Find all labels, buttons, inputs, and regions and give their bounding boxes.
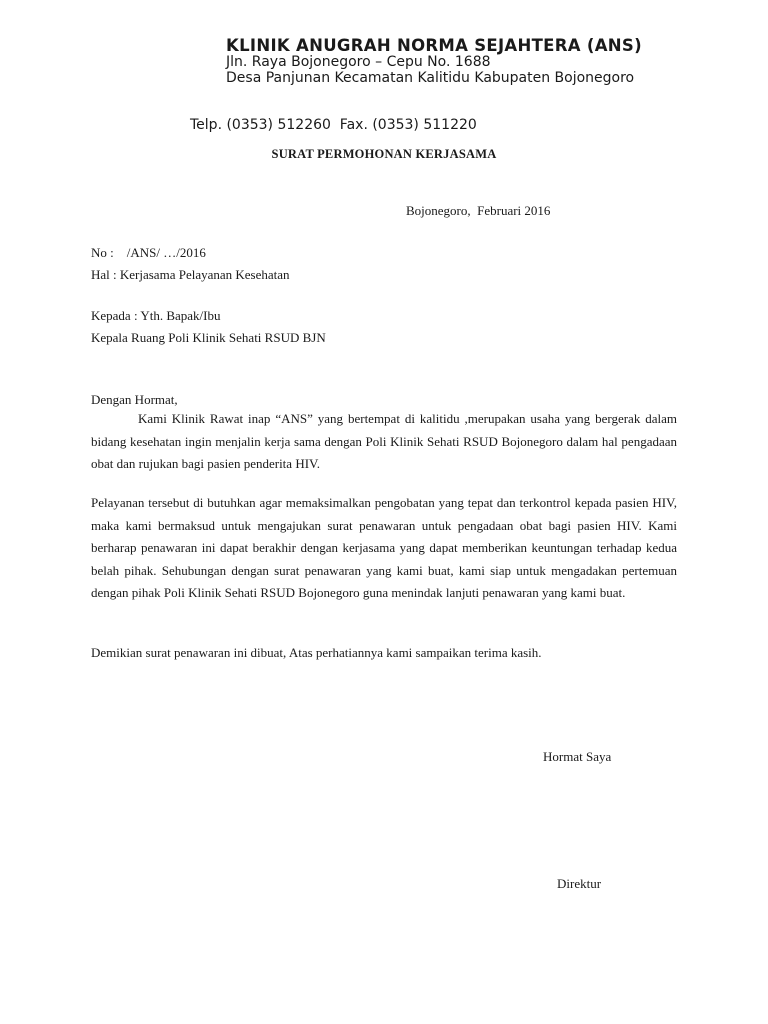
letter-title: SURAT PERMOHONAN KERJASAMA: [271, 147, 497, 161]
clinic-name: KLINIK ANUGRAH NORMA SEJAHTERA (ANS): [226, 36, 642, 55]
letter-number: No : /ANS/ …/2016: [91, 245, 206, 260]
letter-subject: Hal : Kerjasama Pelayanan Kesehatan: [91, 267, 290, 282]
place-date: Bojonegoro, Februari 2016: [406, 203, 551, 218]
signature-greeting: Hormat Saya: [543, 749, 612, 764]
salutation: Dengan Hormat,: [91, 392, 178, 407]
contact-line: Telp. (0353) 512260 Fax. (0353) 511220: [190, 117, 477, 133]
body-paragraph-1: Kami Klinik Rawat inap “ANS” yang bertempat di kalitidu ,merupakan usaha yang bergerak dalam bidang kesehatan ingin menjalin kerja sama dengan Poli Klinik Sehati RSUD Bojonegoro dalam hal pengadaan obat dan rujukan bagi pasien penderita HIV.: [91, 411, 677, 471]
letterhead-text-block: [226, 36, 666, 86]
recipient-line-1: Kepada : Yth. Bapak/Ibu: [91, 308, 221, 323]
address-line-1: Jln. Raya Bojonegoro – Cepu No. 1688: [226, 54, 491, 70]
signature-title: Direktur: [557, 876, 602, 891]
body-paragraph-2: Pelayanan tersebut di butuhkan agar memaksimalkan pengobatan yang tepat dan terkontrol kepada pasien HIV, maka kami bermaksud untuk mengajukan surat penawaran untuk pengadaan obat bagi pasien HIV. Kami berharap penawaran ini dapat berakhir dengan kerjasama yang dapat memberikan keuntungan terhadap kedua belah pihak. Sehubungan dengan surat penawaran yang kami buat, kami siap untuk mengadakan pertemuan dengan pihak Poli Klinik Sehati RSUD Bojonegoro guna menindak lanjuti penawaran yang kami buat.: [91, 495, 677, 600]
address-line-2: Desa Panjunan Kecamatan Kalitidu Kabupaten Bojonegoro: [226, 69, 635, 86]
closing-sentence: Demikian surat penawaran ini dibuat, Atas perhatiannya kami sampaikan terima kasih.: [91, 645, 542, 660]
recipient-line-2: Kepala Ruang Poli Klinik Sehati RSUD BJN: [91, 330, 326, 345]
